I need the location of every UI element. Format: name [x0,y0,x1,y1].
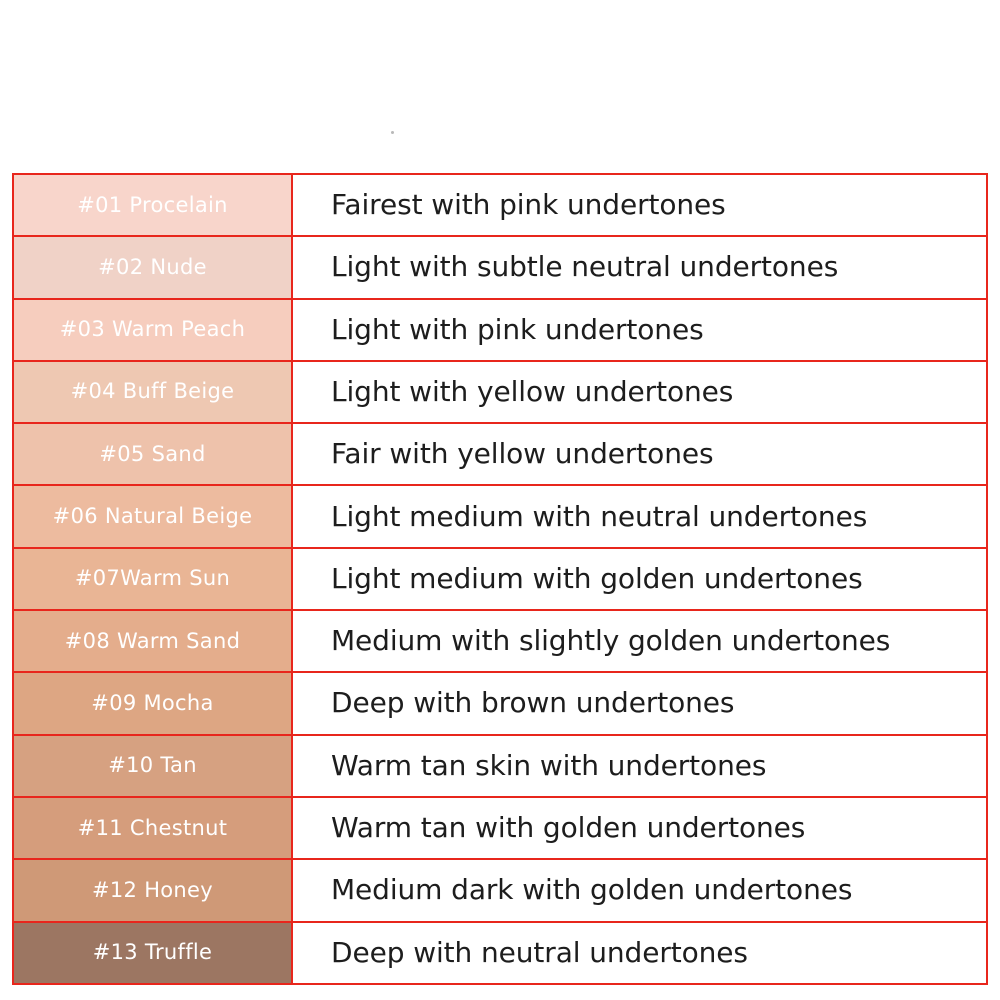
shade-name: #04 Buff Beige [70,379,235,404]
shade-description: Warm tan skin with undertones [331,748,767,782]
shade-table [12,173,988,985]
shade-description: Medium dark with golden undertones [331,873,853,907]
description-cell [292,672,987,734]
table-row [13,672,987,734]
table-row [13,236,987,298]
swatch-cell [13,548,292,610]
shade-description: Light with subtle neutral undertones [331,250,839,284]
shade-description: Fair with yellow undertones [331,437,714,471]
description-cell [292,236,987,298]
table-row [13,735,987,797]
shade-name: #07Warm Sun [74,566,231,591]
description-cell [292,610,987,672]
table-row [13,174,987,236]
shade-description: Warm tan with golden undertones [331,811,806,845]
shade-table-body [13,174,987,984]
shade-name: #06 Natural Beige [52,504,253,529]
shade-description: Medium with slightly golden undertones [331,624,891,658]
swatch-cell [13,735,292,797]
description-cell [292,735,987,797]
table-row [13,485,987,547]
table-row [13,423,987,485]
shade-description: Fairest with pink undertones [331,188,726,222]
shade-description: Deep with neutral undertones [331,935,748,969]
table-row [13,922,987,984]
shade-name: #09 Mocha [91,690,214,715]
shade-name: #08 Warm Sand [64,628,241,653]
description-cell [292,299,987,361]
shade-description: Deep with brown undertones [331,686,735,720]
swatch-cell [13,485,292,547]
swatch-cell [13,299,292,361]
table-row [13,361,987,423]
swatch-cell [13,859,292,921]
shade-description: Light with pink undertones [331,312,704,346]
shade-name: #13 Truffle [92,940,213,965]
description-cell [292,797,987,859]
shade-description: Light medium with neutral undertones [331,499,868,533]
shade-name: #03 Warm Peach [59,317,246,342]
shade-description: Light with yellow undertones [331,374,734,408]
description-cell [292,548,987,610]
description-cell [292,174,987,236]
swatch-cell [13,610,292,672]
table-row [13,610,987,672]
swatch-cell [13,922,292,984]
swatch-cell [13,236,292,298]
swatch-cell [13,174,292,236]
description-cell [292,859,987,921]
stray-dot-artifact [391,131,394,134]
swatch-cell [13,797,292,859]
swatch-cell [13,361,292,423]
table-row [13,797,987,859]
shade-name: #05 Sand [99,441,206,466]
description-cell [292,361,987,423]
table-row [13,548,987,610]
shade-name: #11 Chestnut [77,815,228,840]
shade-name: #02 Nude [98,254,207,279]
table-row [13,859,987,921]
swatch-cell [13,423,292,485]
table-row [13,299,987,361]
shade-name: #10 Tan [108,753,197,778]
shade-description: Light medium with golden undertones [331,561,863,595]
description-cell [292,485,987,547]
description-cell [292,922,987,984]
shade-name: #01 Procelain [77,192,228,217]
swatch-cell [13,672,292,734]
description-cell [292,423,987,485]
shade-name: #12 Honey [92,877,213,902]
